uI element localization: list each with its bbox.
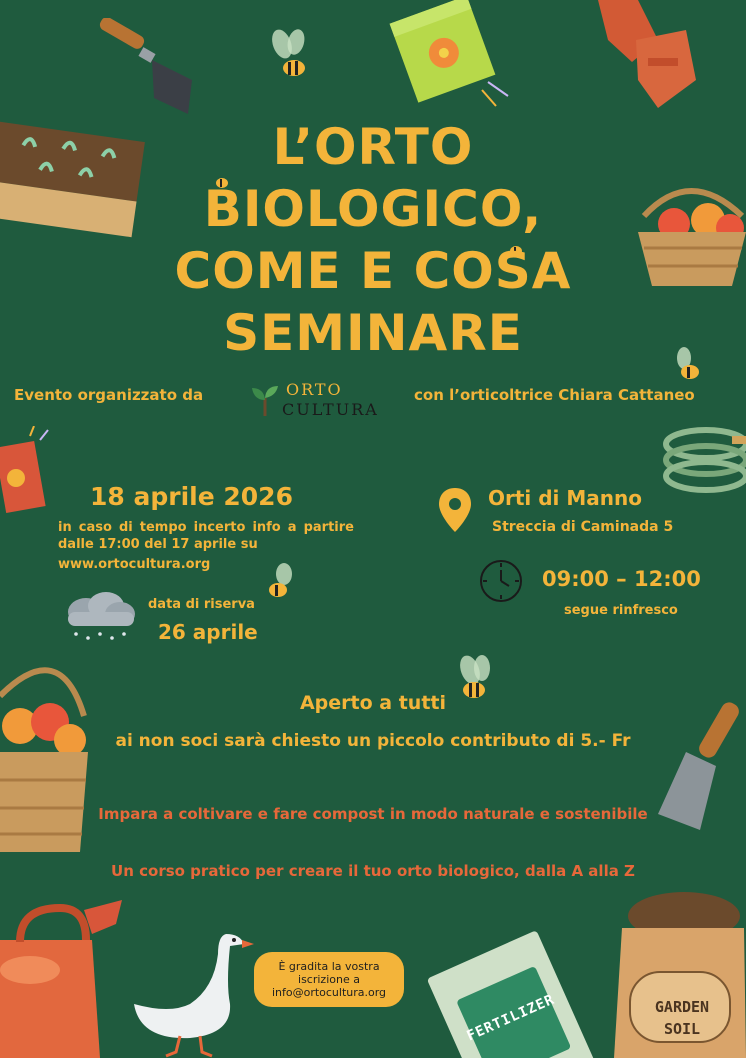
description-line-2: Un corso pratico per creare il tuo orto biologico, dalla A alla Z bbox=[111, 862, 635, 880]
logo-top-text: ORTO bbox=[286, 380, 343, 399]
watering-can-icon bbox=[0, 900, 130, 1058]
bee-icon bbox=[262, 562, 298, 602]
event-date: 18 aprile 2026 bbox=[90, 482, 293, 511]
seed-packet-icon bbox=[386, 0, 516, 110]
organizer-prefix: Evento organizzato da bbox=[14, 386, 204, 404]
fertilizer-bag bbox=[427, 930, 598, 1058]
description-line-1: Impara a coltivare e fare compost in modo naturale e sostenibile bbox=[98, 805, 648, 823]
registration-line-2: iscrizione a bbox=[298, 973, 360, 986]
access-headline: Aperto a tutti bbox=[299, 692, 447, 714]
registration-badge bbox=[254, 952, 404, 1007]
registration-line-1: È gradita la vostra bbox=[278, 960, 380, 973]
garden-text: GARDEN bbox=[654, 998, 710, 1016]
reserve-label: data di riserva bbox=[148, 597, 255, 612]
location-address: Streccia di Caminada 5 bbox=[492, 519, 674, 535]
time-note: segue rinfresco bbox=[564, 603, 678, 618]
organizer-suffix: con l’orticoltrice Chiara Cattaneo bbox=[414, 386, 695, 404]
reserve-date: 26 aprile bbox=[158, 620, 258, 644]
website-link[interactable]: www.ortocultura.org bbox=[58, 557, 211, 572]
location-pin-icon bbox=[438, 486, 472, 534]
garden-hose-icon bbox=[662, 420, 746, 512]
trowel-icon bbox=[92, 18, 212, 118]
weather-note: in caso di tempo incerto info a partire dalle 17:00 del 17 aprile su bbox=[58, 520, 354, 552]
soil-text: SOIL bbox=[663, 1020, 701, 1038]
logo-bottom-text: CULTURA bbox=[282, 400, 379, 419]
title-line-1: L’ORTO bbox=[272, 118, 474, 176]
clock-icon bbox=[478, 558, 524, 604]
ortocultura-logo bbox=[250, 380, 400, 422]
title-line-4: SEMINARE bbox=[223, 304, 523, 362]
rain-cloud-icon bbox=[60, 590, 140, 644]
bee-icon bbox=[266, 26, 316, 84]
seed-packet-icon bbox=[0, 426, 56, 516]
registration-email[interactable]: info@ortocultura.org bbox=[271, 986, 387, 999]
goose-icon bbox=[130, 924, 254, 1058]
location-name: Orti di Manno bbox=[488, 486, 642, 510]
gloves-icon bbox=[588, 0, 708, 110]
fertilizer-text: FERTILIZER bbox=[464, 991, 558, 1045]
time-range: 09:00 – 12:00 bbox=[542, 567, 701, 591]
sprout-icon bbox=[250, 382, 280, 418]
access-fee-note: ai non soci sarà chiesto un piccolo contributo di 5.- Fr bbox=[115, 731, 631, 751]
title-line-3: COME E COSA bbox=[174, 242, 572, 300]
title-line-2: BIOLOGICO, bbox=[203, 180, 543, 238]
